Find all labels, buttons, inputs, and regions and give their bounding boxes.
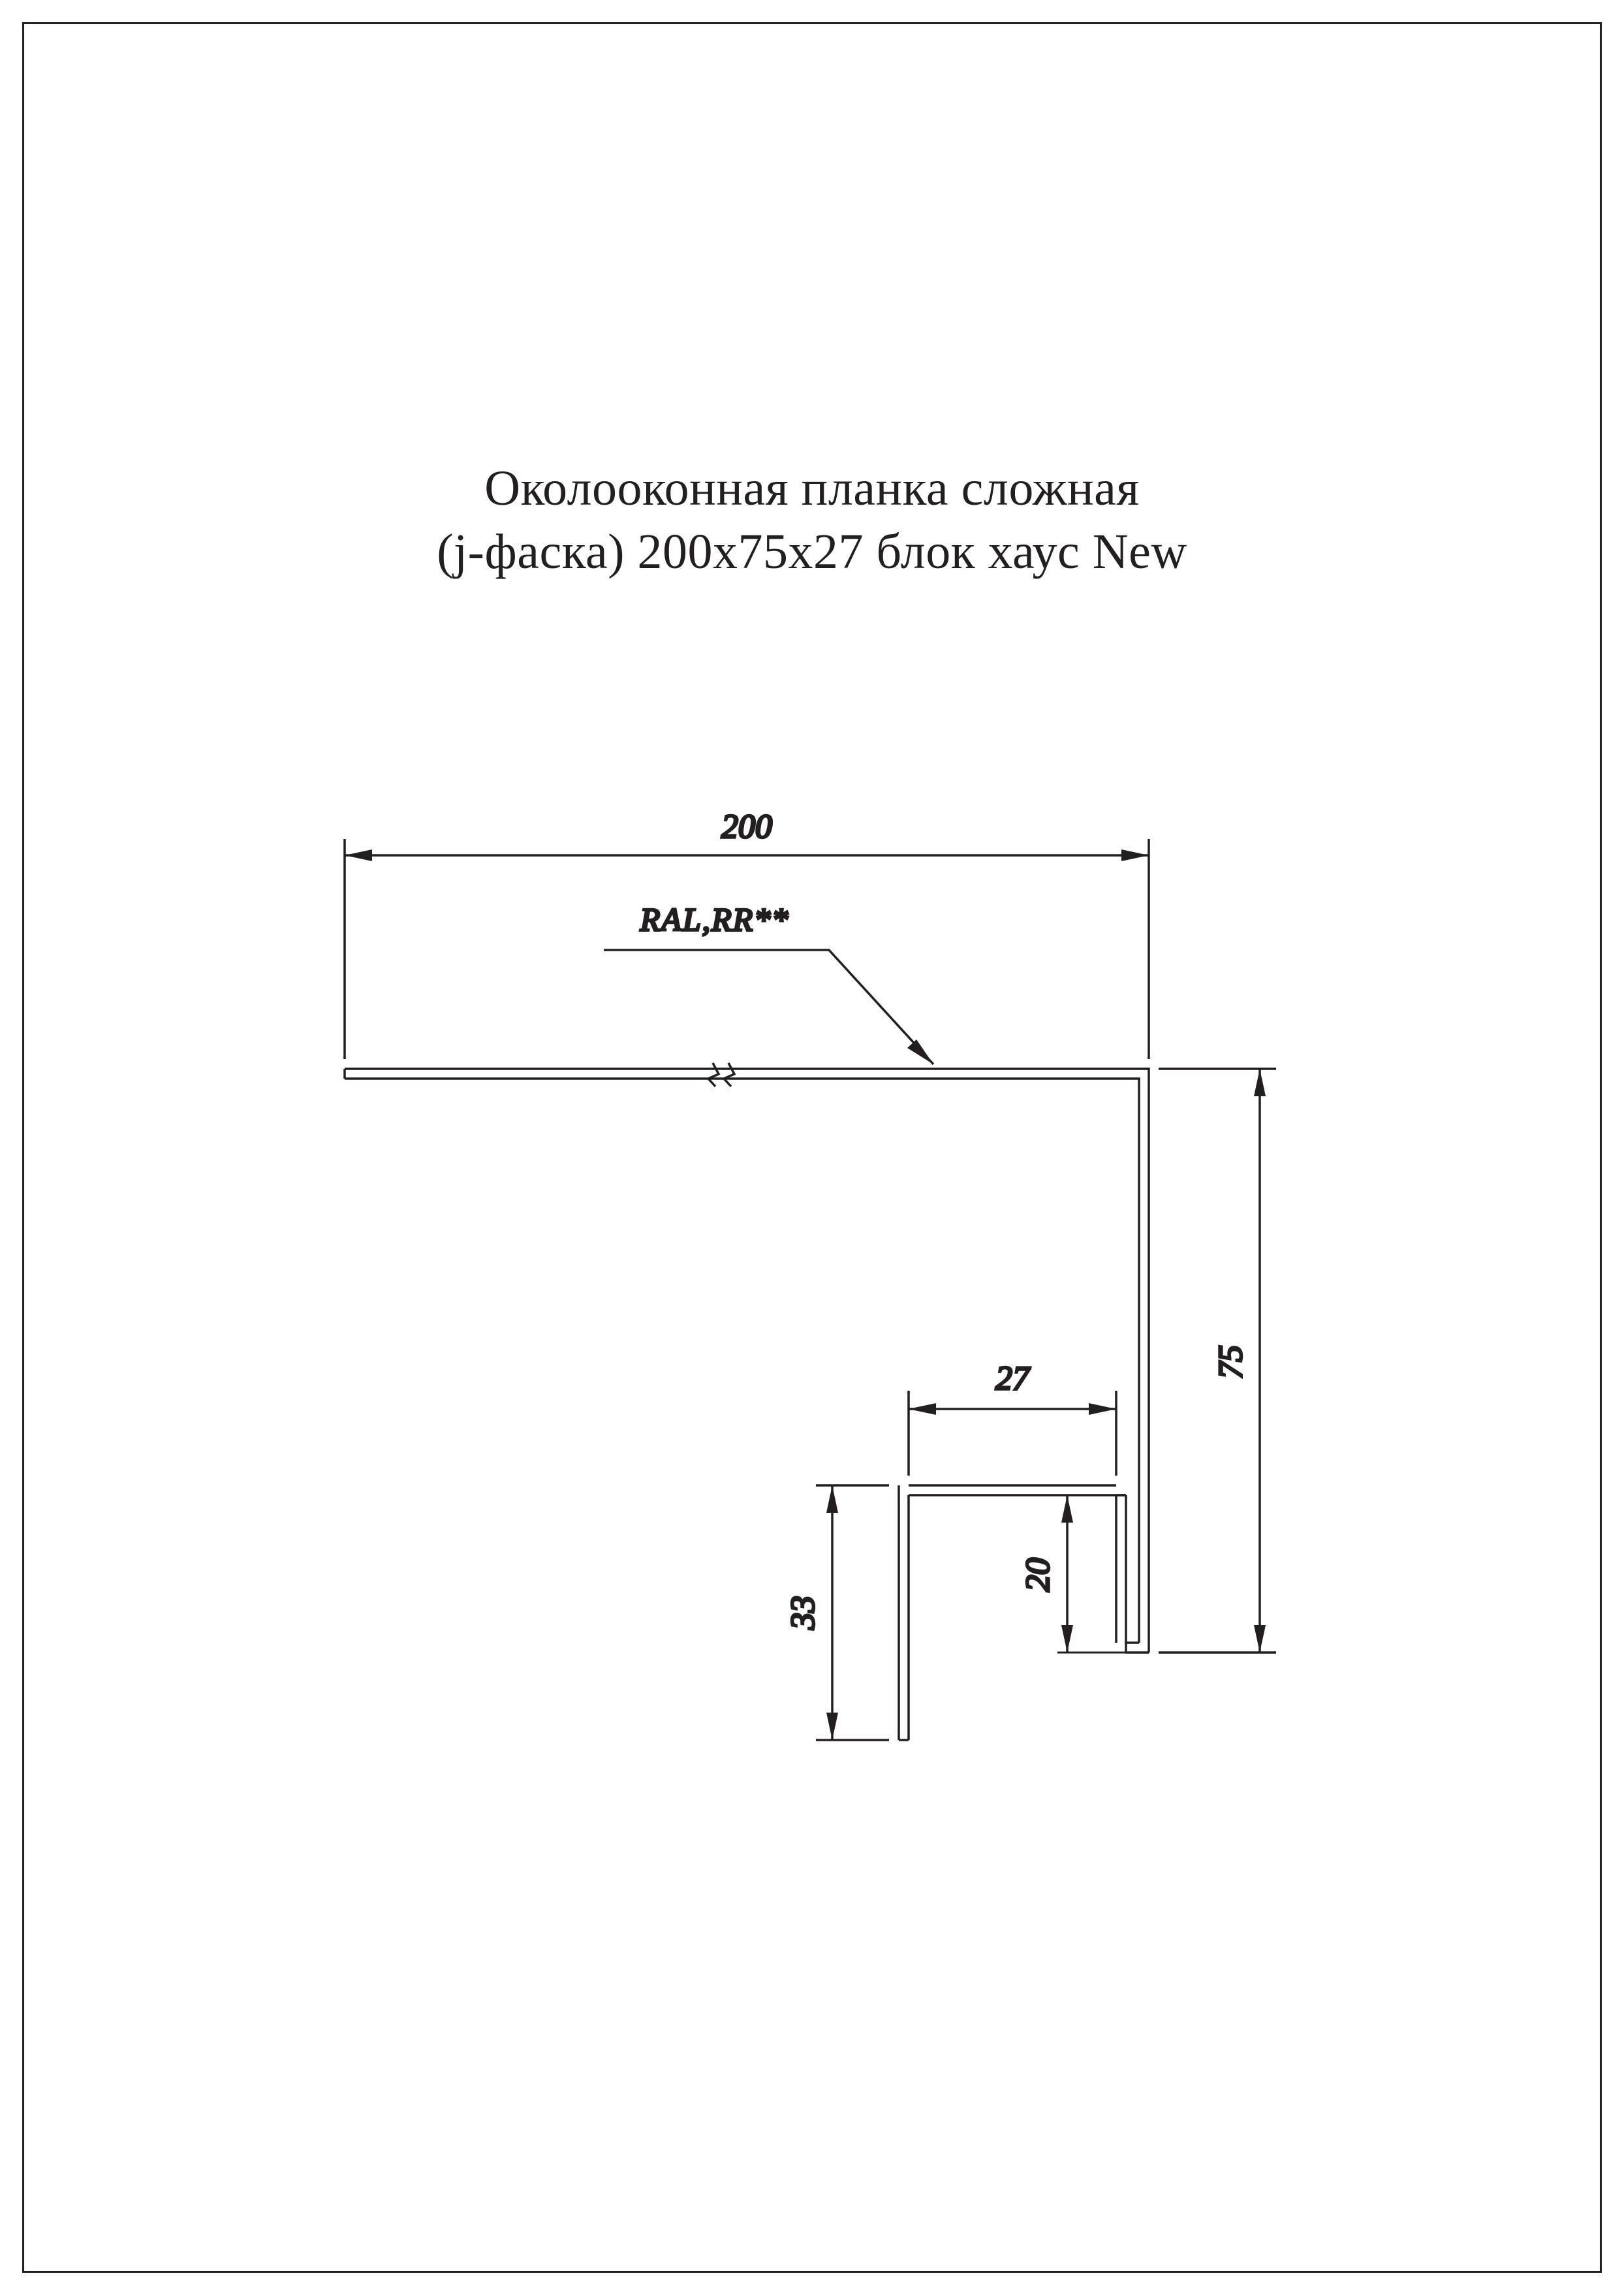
dimension-33-label: 33 [785,1596,822,1630]
material-leader-line [604,950,933,1064]
material-label: RAL,RR** [640,901,790,938]
dimension-27 [909,1391,1116,1476]
dimension-33 [816,1485,889,1740]
page-title-line-2: (j-фаска) 200x75x27 блок хаус New [437,524,1187,580]
dimension-75-label: 75 [1212,1345,1249,1379]
dimension-27-label: 27 [995,1360,1029,1397]
dimension-20-label: 20 [1020,1558,1057,1592]
page-title-line-1: Околооконная планка сложная [484,461,1140,516]
profile-outline [345,1069,1149,1740]
dimension-200-label: 200 [721,808,772,846]
break-symbol [708,1063,734,1086]
